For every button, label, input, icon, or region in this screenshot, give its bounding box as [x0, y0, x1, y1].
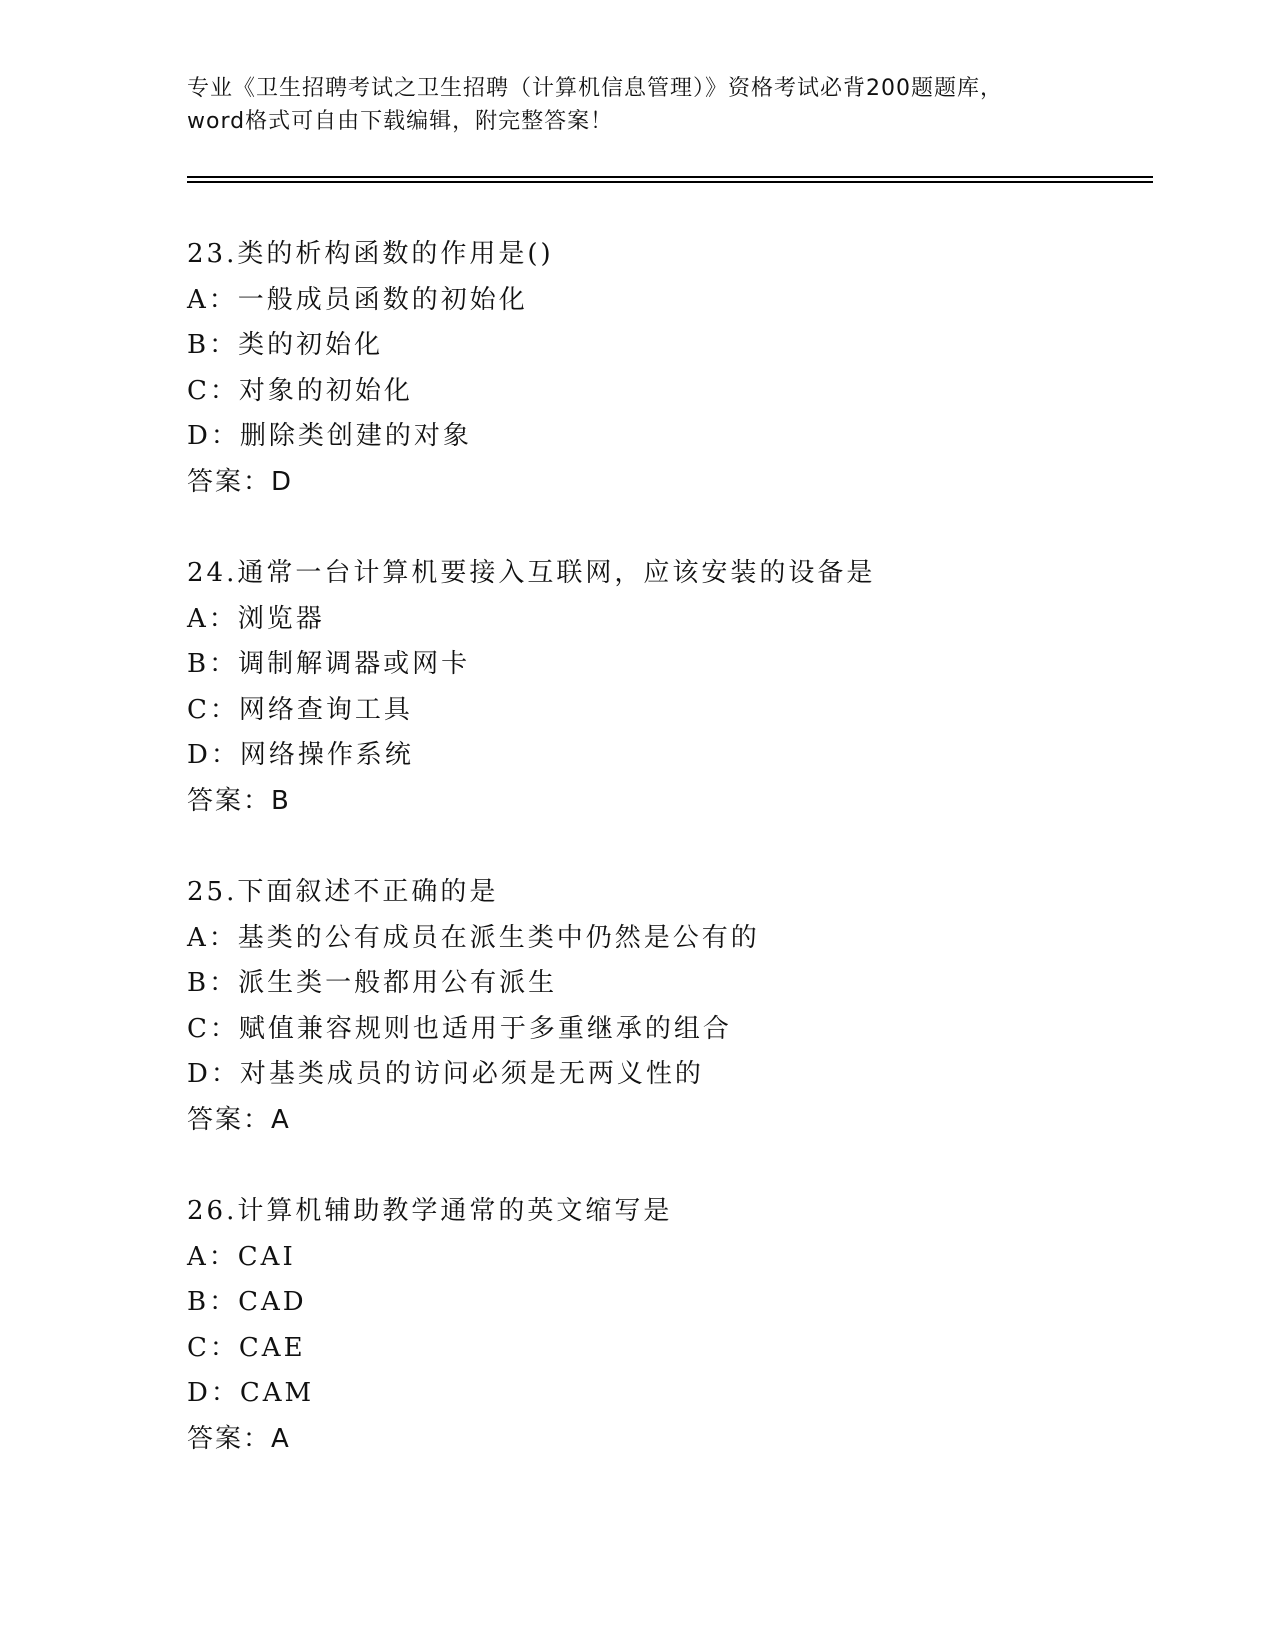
question-26: [187, 1189, 1147, 1462]
question-stem: 23.类的析构函数的作用是(): [187, 239, 554, 269]
question-stem: 25.下面叙述不正确的是: [187, 877, 499, 907]
option-b: B：调制解调器或网卡: [187, 649, 471, 679]
answer: 答案：A: [187, 1423, 291, 1454]
option-a: A：浏览器: [187, 603, 325, 634]
header-line-1: 专业《卫生招聘考试之卫生招聘（计算机信息管理）》资格考试必背200题题库，: [187, 76, 1003, 101]
option-a: A：CAI: [187, 1241, 296, 1272]
option-c: C：网络查询工具: [187, 694, 413, 725]
option-d: D：删除类创建的对象: [187, 421, 472, 451]
question-stem: 26.计算机辅助教学通常的英文缩写是: [187, 1196, 673, 1226]
question-24: [187, 551, 1147, 824]
option-c: C：对象的初始化: [187, 375, 413, 406]
answer: 答案：B: [187, 785, 291, 816]
option-b: B：派生类一般都用公有派生: [187, 968, 558, 998]
option-a: A：一般成员函数的初始化: [187, 284, 528, 315]
header-divider-top: [187, 176, 1153, 178]
question-23: [187, 232, 1147, 505]
option-b: B：类的初始化: [187, 330, 384, 360]
option-c: C：赋值兼容规则也适用于多重继承的组合: [187, 1013, 732, 1044]
option-d: D：CAM: [187, 1378, 315, 1408]
option-a: A：基类的公有成员在派生类中仍然是公有的: [187, 922, 760, 953]
header-line-2: word格式可自由下载编辑，附完整答案！: [187, 109, 614, 134]
header-divider-bottom: [187, 181, 1153, 183]
question-25: [187, 870, 1147, 1143]
option-c: C：CAE: [187, 1332, 306, 1363]
document-header: [187, 72, 1087, 138]
question-stem: 24.通常一台计算机要接入互联网，应该安装的设备是: [187, 558, 876, 588]
option-d: D：网络操作系统: [187, 740, 414, 770]
answer: 答案：A: [187, 1104, 291, 1135]
answer: 答案：D: [187, 466, 294, 497]
option-d: D：对基类成员的访问必须是无两义性的: [187, 1059, 704, 1089]
option-b: B：CAD: [187, 1287, 307, 1317]
